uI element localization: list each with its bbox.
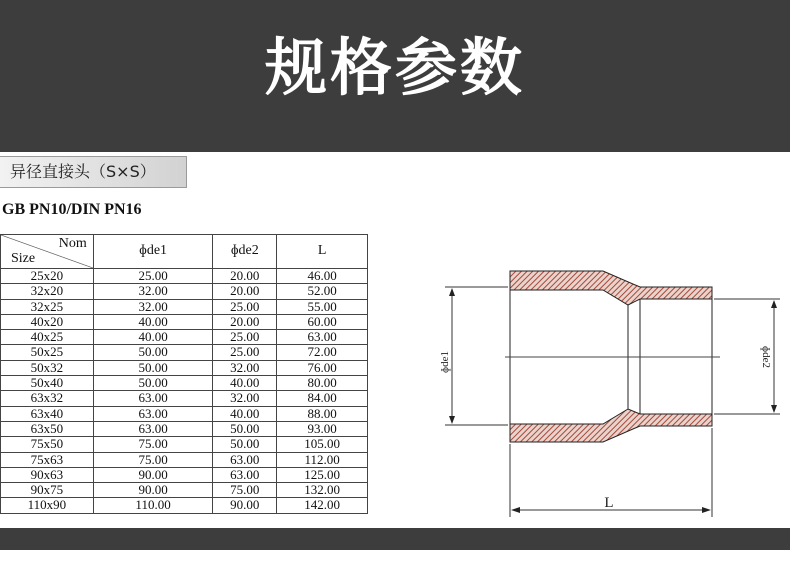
l-arrow-right xyxy=(702,507,711,513)
de1-cell: 40.00 xyxy=(93,330,213,345)
de2-cell: 40.00 xyxy=(213,406,277,421)
size-cell: 32x20 xyxy=(1,284,94,299)
table-row xyxy=(1,314,368,329)
de1-cell: 32.00 xyxy=(93,299,213,314)
table-row xyxy=(1,269,368,284)
table-row xyxy=(1,452,368,467)
standard-label: GB PN10/DIN PN16 xyxy=(2,201,142,218)
de1-cell: 40.00 xyxy=(93,314,213,329)
table-row xyxy=(1,360,368,375)
spec-table xyxy=(0,234,368,514)
table-header-row xyxy=(1,235,368,269)
size-cell: 63x40 xyxy=(1,406,94,421)
table-row xyxy=(1,437,368,452)
size-cell: 75x63 xyxy=(1,452,94,467)
length-cell: 142.00 xyxy=(277,498,368,513)
de1-cell: 50.00 xyxy=(93,345,213,360)
size-cell: 25x20 xyxy=(1,269,94,284)
de1-cell: 63.00 xyxy=(93,421,213,436)
de1-arrow-bottom xyxy=(449,416,455,424)
table-row xyxy=(1,483,368,498)
size-cell: 110x90 xyxy=(1,498,94,513)
de1-cell: 63.00 xyxy=(93,406,213,421)
de1-arrow-top xyxy=(449,288,455,296)
table-row xyxy=(1,498,368,513)
size-label: Size xyxy=(11,250,36,266)
de2-cell: 90.00 xyxy=(213,498,277,513)
product-name-tag xyxy=(0,156,187,188)
de1-cell: 50.00 xyxy=(93,360,213,375)
nom-label: Nom xyxy=(58,236,87,251)
length-cell: 76.00 xyxy=(277,360,368,375)
size-cell: 75x50 xyxy=(1,437,94,452)
reducer-technical-drawing xyxy=(380,255,780,520)
de1-cell: 75.00 xyxy=(93,437,213,452)
de1-cell: 90.00 xyxy=(93,467,213,482)
length-cell: 93.00 xyxy=(277,421,368,436)
length-cell: 46.00 xyxy=(277,269,368,284)
table-row xyxy=(1,467,368,482)
de1-cell: 63.00 xyxy=(93,391,213,406)
length-cell: 60.00 xyxy=(277,314,368,329)
table-row xyxy=(1,284,368,299)
de1-cell: 32.00 xyxy=(93,284,213,299)
l-arrow-left xyxy=(511,507,520,513)
column-header-de2: ɸde2 xyxy=(213,235,277,269)
header-banner xyxy=(0,0,790,152)
de2-label: ɸde2 xyxy=(760,346,772,368)
column-header-de1: ɸde1 xyxy=(93,235,213,269)
de1-cell: 50.00 xyxy=(93,376,213,391)
de2-cell: 25.00 xyxy=(213,345,277,360)
length-cell: 72.00 xyxy=(277,345,368,360)
de2-cell: 20.00 xyxy=(213,269,277,284)
de2-cell: 32.00 xyxy=(213,360,277,375)
de1-cell: 75.00 xyxy=(93,452,213,467)
de2-cell: 63.00 xyxy=(213,467,277,482)
de2-cell: 40.00 xyxy=(213,376,277,391)
de2-cell: 20.00 xyxy=(213,314,277,329)
de1-label: ɸde1 xyxy=(439,351,451,373)
length-cell: 132.00 xyxy=(277,483,368,498)
table-row xyxy=(1,345,368,360)
de1-cell: 25.00 xyxy=(93,269,213,284)
table-row xyxy=(1,391,368,406)
table-row xyxy=(1,421,368,436)
de2-cell: 75.00 xyxy=(213,483,277,498)
size-cell: 50x32 xyxy=(1,360,94,375)
de2-cell: 25.00 xyxy=(213,299,277,314)
table-row xyxy=(1,376,368,391)
length-cell: 63.00 xyxy=(277,330,368,345)
length-cell: 88.00 xyxy=(277,406,368,421)
size-cell: 90x75 xyxy=(1,483,94,498)
size-cell: 40x20 xyxy=(1,314,94,329)
de1-cell: 90.00 xyxy=(93,483,213,498)
length-cell: 112.00 xyxy=(277,452,368,467)
de2-arrow-bottom xyxy=(771,405,777,413)
table-row xyxy=(1,406,368,421)
length-cell: 84.00 xyxy=(277,391,368,406)
corner-header xyxy=(1,235,94,269)
size-cell: 40x25 xyxy=(1,330,94,345)
l-label: L xyxy=(604,495,614,511)
spec-table-body xyxy=(1,269,368,514)
de2-cell: 25.00 xyxy=(213,330,277,345)
table-row xyxy=(1,299,368,314)
length-cell: 55.00 xyxy=(277,299,368,314)
size-cell: 50x25 xyxy=(1,345,94,360)
de2-cell: 50.00 xyxy=(213,437,277,452)
de2-cell: 32.00 xyxy=(213,391,277,406)
length-cell: 105.00 xyxy=(277,437,368,452)
de2-arrow-top xyxy=(771,300,777,308)
bottom-wall-section xyxy=(510,409,712,442)
size-cell: 63x50 xyxy=(1,421,94,436)
de1-cell: 110.00 xyxy=(93,498,213,513)
de2-cell: 50.00 xyxy=(213,421,277,436)
de2-cell: 63.00 xyxy=(213,452,277,467)
size-cell: 90x63 xyxy=(1,467,94,482)
page-title: 规格参数 xyxy=(264,31,525,104)
product-name: 异径直接头（S×S） xyxy=(10,162,156,181)
length-cell: 80.00 xyxy=(277,376,368,391)
size-cell: 50x40 xyxy=(1,376,94,391)
de2-cell: 20.00 xyxy=(213,284,277,299)
size-cell: 32x25 xyxy=(1,299,94,314)
column-header-l: L xyxy=(277,235,368,269)
table-row xyxy=(1,330,368,345)
diagonal-corner-cell xyxy=(1,235,93,268)
length-cell: 52.00 xyxy=(277,284,368,299)
bottom-divider-strip xyxy=(0,528,790,550)
length-cell: 125.00 xyxy=(277,467,368,482)
top-wall-section xyxy=(510,271,712,305)
size-cell: 63x32 xyxy=(1,391,94,406)
